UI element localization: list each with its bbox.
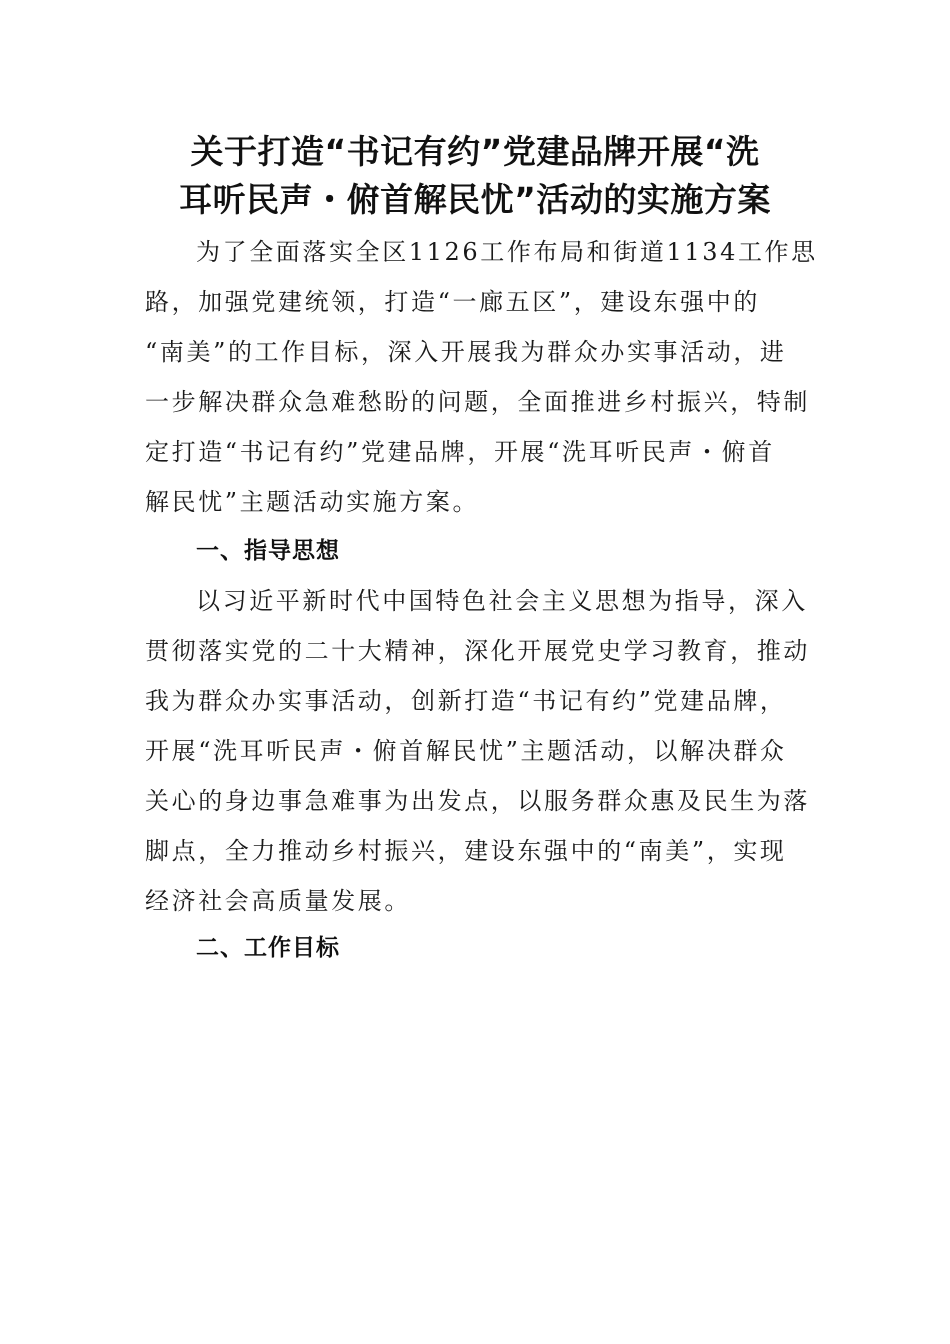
document-title xyxy=(100,128,850,224)
title-line: 关于打造“书记有约”党建品牌开展“洗 xyxy=(190,132,760,171)
section-heading-guiding-ideology: 一、指导思想 xyxy=(196,538,340,564)
section1-line: 脚点，全力推动乡村振兴，建设东强中的“南美”，实现 xyxy=(145,837,787,865)
section1-line: 我为群众办实事活动，创新打造“书记有约”党建品牌， xyxy=(145,687,787,715)
intro-line: 路，加强党建统领，打造“一廊五区”，建设东强中的 xyxy=(145,288,760,316)
section1-line: 以习近平新时代中国特色社会主义思想为指导，深入 xyxy=(196,587,808,615)
section-heading-work-goals: 二、工作目标 xyxy=(196,935,340,961)
intro-line: 为了全面落实全区1126工作布局和街道1134工作思 xyxy=(196,238,818,266)
intro-line: 一步解决群众急难愁盼的问题，全面推进乡村振兴，特制 xyxy=(145,388,810,416)
intro-line: 解民忧”主题活动实施方案。 xyxy=(145,488,480,516)
section1-line: 贯彻落实党的二十大精神，深化开展党史学习教育，推动 xyxy=(145,637,810,665)
intro-line: 定打造“书记有约”党建品牌，开展“洗耳听民声・俯首 xyxy=(145,438,775,466)
intro-line: “南美”的工作目标，深入开展我为群众办实事活动，进 xyxy=(145,338,787,366)
section1-line: 开展“洗耳听民声・俯首解民忧”主题活动，以解决群众 xyxy=(145,737,787,765)
section1-line: 经济社会高质量发展。 xyxy=(145,887,411,915)
section1-line: 关心的身边事急难事为出发点，以服务群众惠及民生为落 xyxy=(145,787,810,815)
title-line: 耳听民声・俯首解民忧”活动的实施方案 xyxy=(179,180,771,219)
